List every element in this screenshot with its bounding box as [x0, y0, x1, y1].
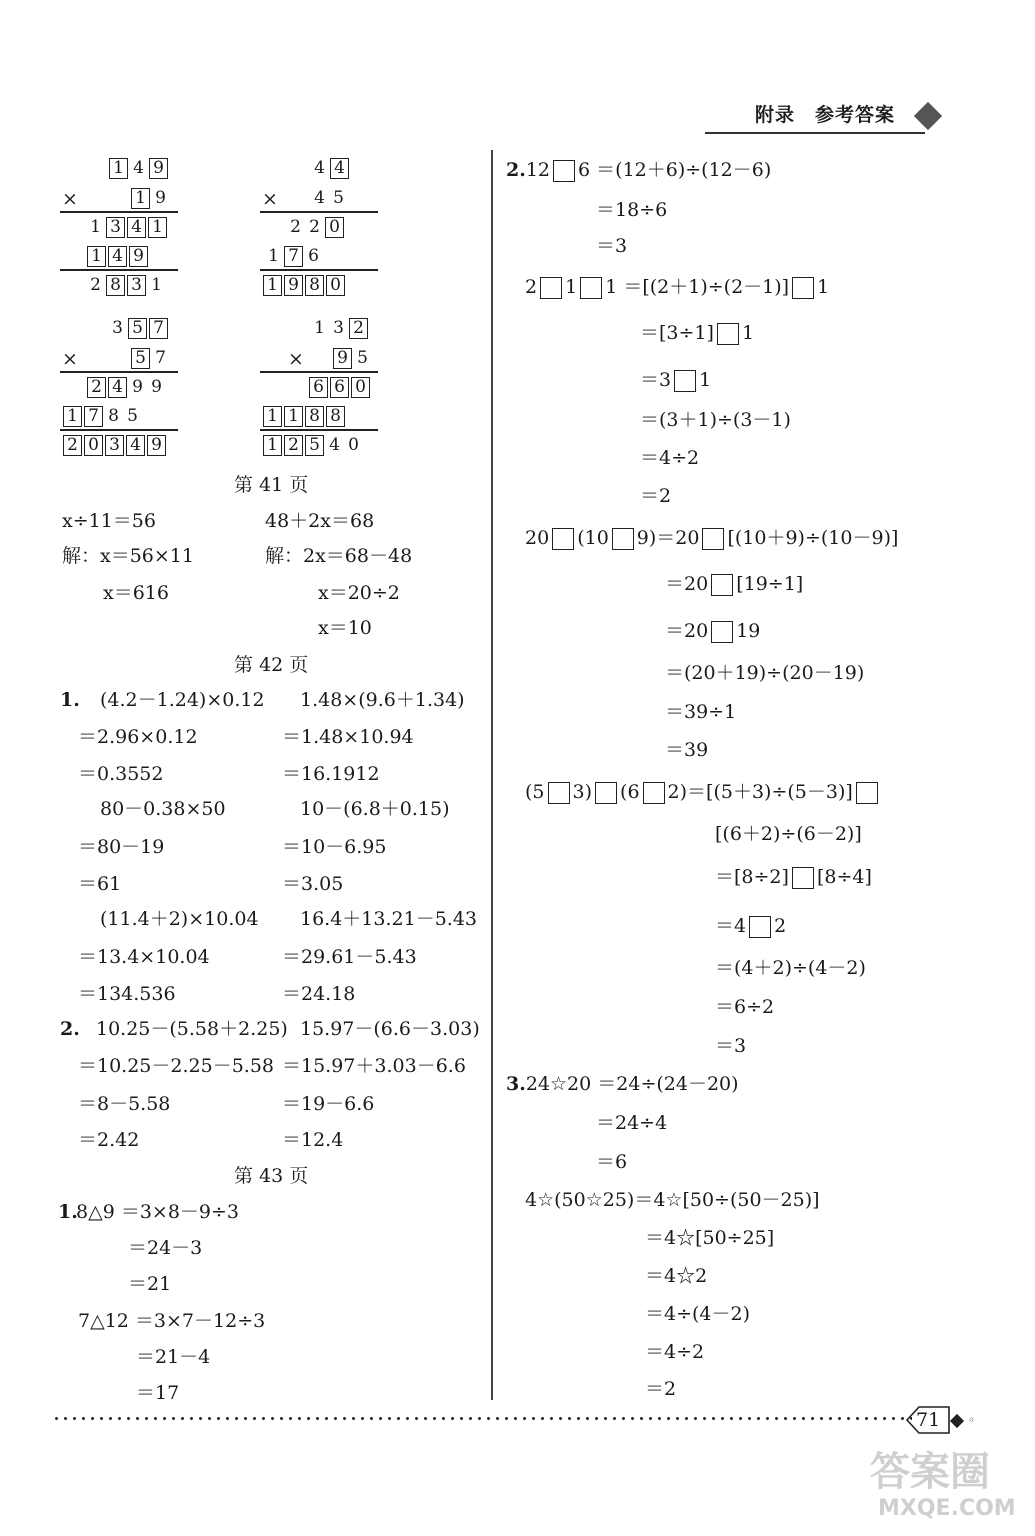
- operator-box: [717, 323, 739, 345]
- q3-line: ＝6: [596, 1151, 628, 1173]
- p42-line: ＝2.42: [78, 1129, 140, 1151]
- digit-box: 3: [112, 318, 123, 338]
- q3-line: ＝4☆2: [645, 1265, 708, 1287]
- q2-line: ＝39: [665, 739, 709, 761]
- digit-box: 0: [351, 377, 370, 398]
- calc-rule: [260, 371, 378, 373]
- digit-box: 2: [290, 217, 301, 237]
- q2-line: 20 (10 9)＝20 [(10＋9)÷(10－9)]: [525, 527, 899, 549]
- p42-line: ＝0.3552: [78, 763, 164, 785]
- digit-box: 4: [329, 435, 340, 455]
- p42-line: ＝2.96×0.12: [78, 726, 198, 748]
- digit-box: 9: [132, 377, 143, 397]
- q2-line: ＝(20＋19)÷(20－19): [665, 662, 865, 684]
- operator-box: [553, 160, 575, 182]
- digit-box: 7: [84, 406, 103, 427]
- digit-box: 1: [63, 406, 82, 427]
- digit-box: 1: [109, 158, 128, 179]
- item-number: 1.: [58, 1201, 78, 1223]
- operator-box: [595, 782, 617, 804]
- p42-line: 16.4＋13.21－5.43: [300, 908, 478, 930]
- q3-line: 4☆(50☆25)＝4☆[50÷(50－25)]: [525, 1189, 820, 1211]
- p43-line: ＝17: [136, 1382, 180, 1404]
- operator-box: [856, 782, 878, 804]
- digit-box: 3: [127, 275, 146, 296]
- q3-line: ＝4÷(4－2): [645, 1303, 751, 1325]
- digit-box: 3: [333, 318, 344, 338]
- digit-box: 1: [90, 217, 101, 237]
- times-sign: ×: [62, 188, 78, 210]
- section-title-p41: 第 41 页: [234, 474, 309, 496]
- calc-rule: [60, 269, 178, 271]
- digit-box: 1: [263, 275, 282, 296]
- digit-box: 4: [314, 158, 325, 178]
- q3-line: ＝24÷4: [596, 1112, 668, 1134]
- p41-line: x＝10: [318, 617, 372, 639]
- operator-box: [580, 277, 602, 299]
- p42-line: ＝12.4: [282, 1129, 344, 1151]
- digit-box: 4: [108, 246, 127, 267]
- digit-box: 2: [284, 435, 303, 456]
- p42-line: ＝10.25－2.25－5.58: [78, 1055, 275, 1077]
- digit-box: 9: [151, 377, 162, 397]
- footer-dot-icon: ◦: [968, 1413, 976, 1427]
- digit-box: 5: [128, 318, 147, 339]
- digit-box: 8: [305, 275, 324, 296]
- p41-line: x＝616: [103, 582, 169, 604]
- operator-box: [792, 867, 814, 889]
- digit-box: 6: [308, 246, 319, 266]
- digit-box: 0: [326, 275, 345, 296]
- q2-line: ＝20 [19÷1]: [665, 573, 804, 595]
- digit-box: 1: [148, 217, 167, 238]
- q3-line: ＝2: [645, 1378, 677, 1400]
- operator-box: [674, 370, 696, 392]
- page-number: 71: [916, 1409, 941, 1431]
- digit-box: 4: [108, 377, 127, 398]
- p42-line: (11.4＋2)×10.04: [100, 908, 259, 930]
- operator-box: [643, 782, 665, 804]
- q2-line: 2.12 6 ＝(12＋6)÷(12－6): [506, 159, 772, 181]
- digit-box: 1: [314, 318, 325, 338]
- p42-line: ＝15.97＋3.03－6.6: [282, 1055, 466, 1077]
- digit-box: 9: [333, 348, 352, 369]
- q2-line: ＝6÷2: [715, 996, 775, 1018]
- section-title-p43: 第 43 页: [234, 1165, 309, 1187]
- p42-line: 80－0.38×50: [100, 798, 226, 820]
- digit-box: 8: [305, 406, 324, 427]
- digit-box: 2: [87, 377, 106, 398]
- p42-line: ＝10－6.95: [282, 836, 387, 858]
- q2-line: ＝3: [715, 1035, 747, 1057]
- q2-line: ＝[8÷2] [8÷4]: [715, 866, 872, 888]
- q2-line: ＝(3＋1)÷(3－1): [640, 409, 791, 431]
- p43-line: ＝21－4: [136, 1346, 211, 1368]
- watermark-logo: 答案圈: [870, 1449, 990, 1495]
- digit-box: 5: [305, 435, 324, 456]
- operator-box: [749, 916, 771, 938]
- digit-box: 9: [147, 435, 166, 456]
- digit-box: 2: [309, 217, 320, 237]
- digit-box: 1: [151, 275, 162, 295]
- digit-box: 1: [263, 435, 282, 456]
- p42-line: 15.97－(6.6－3.03): [300, 1018, 480, 1040]
- operator-box: [540, 277, 562, 299]
- p42-line: 10.25－(5.58＋2.25): [96, 1018, 288, 1040]
- q3-line: ＝4☆[50÷25]: [645, 1227, 775, 1249]
- operator-box: [711, 621, 733, 643]
- q2-line: ＝3: [596, 235, 628, 257]
- digit-box: 0: [348, 435, 359, 455]
- p41-line: x÷11＝56: [62, 510, 156, 532]
- digit-box: 2: [349, 318, 368, 339]
- digit-box: 5: [333, 187, 344, 208]
- calc-rule: [60, 371, 178, 373]
- q2-line: ＝(4＋2)÷(4－2): [715, 957, 866, 979]
- header-title: 附录 参考答案: [755, 104, 896, 126]
- digit-box: 1: [131, 188, 150, 209]
- digit-box: 0: [325, 217, 344, 238]
- digit-box: 3: [106, 217, 125, 238]
- digit-box: 5: [357, 348, 368, 368]
- operator-box: [711, 574, 733, 596]
- p42-line: 1.48×(9.6＋1.34): [300, 689, 465, 711]
- calc-rule: [260, 429, 378, 431]
- digit-box: 0: [84, 435, 103, 456]
- digit-box: 4: [127, 217, 146, 238]
- operator-box: [612, 528, 634, 550]
- header-rule: [705, 132, 925, 134]
- p42-line: ＝29.61－5.43: [282, 946, 417, 968]
- q2-line: [(6＋2)÷(6－2)]: [715, 823, 862, 845]
- item-number: 2.: [60, 1018, 80, 1040]
- watermark-url: MXQE.COM: [878, 1496, 1016, 1521]
- p42-line: (4.2－1.24)×0.12: [100, 689, 265, 711]
- q2-line: ＝4 2: [715, 915, 787, 937]
- q2-line: ＝3 1: [640, 369, 712, 391]
- section-title-p42: 第 42 页: [234, 654, 309, 676]
- p42-line: ＝1.48×10.94: [282, 726, 414, 748]
- p43-line: ＝24－3: [128, 1237, 203, 1259]
- p42-line: ＝19－6.6: [282, 1093, 375, 1115]
- digit-box: 5: [127, 406, 138, 426]
- digit-box: 2: [90, 275, 101, 295]
- p42-line: ＝13.4×10.04: [78, 946, 210, 968]
- dotted-footer-line: [52, 1417, 912, 1420]
- p41-line: 解：x＝56×11: [62, 545, 194, 567]
- digit-box: 8: [108, 406, 119, 426]
- diamond-icon: [914, 102, 942, 130]
- item-number: 1.: [60, 689, 80, 711]
- footer-diamond-icon: [950, 1414, 964, 1428]
- q2-line: 2 1 1 ＝[(2＋1)÷(2－1)] 1: [525, 276, 830, 298]
- q2-line: ＝4÷2: [640, 447, 700, 469]
- p42-line: ＝134.536: [78, 983, 176, 1005]
- digit-box: 1: [284, 406, 303, 427]
- q2-line: ＝[3÷1] 1: [640, 322, 755, 344]
- digit-box: 1: [268, 246, 279, 266]
- p42-line: ＝80－19: [78, 836, 165, 858]
- digit-box: 6: [330, 377, 349, 398]
- digit-box: 7: [149, 318, 168, 339]
- digit-box: 6: [309, 377, 328, 398]
- q3-line: ＝4÷2: [645, 1341, 705, 1363]
- digit-box: 9: [129, 246, 148, 267]
- operator-box: [552, 528, 574, 550]
- q2-line: (5 3) (6 2)＝[(5＋3)÷(5－3)]: [525, 782, 881, 804]
- p42-line: 10－(6.8＋0.15): [300, 798, 450, 820]
- column-divider: [491, 150, 493, 1400]
- digit-box: 4: [126, 435, 145, 456]
- digit-box: 9: [149, 158, 168, 179]
- q3-line: 3.24☆20 ＝24÷(24－20): [506, 1073, 739, 1095]
- p42-line: ＝61: [78, 873, 122, 895]
- digit-box: 9: [284, 275, 303, 296]
- p42-line: ＝3.05: [282, 873, 344, 895]
- q2-line: ＝20 19: [665, 620, 761, 642]
- p43-line: ＝21: [128, 1273, 172, 1295]
- digit-box: 2: [63, 435, 82, 456]
- p41-line: 解：2x＝68－48: [265, 545, 413, 567]
- operator-box: [792, 277, 814, 299]
- p41-line: 48＋2x＝68: [265, 510, 375, 532]
- p42-line: ＝24.18: [282, 983, 356, 1005]
- digit-box: 7: [284, 246, 303, 267]
- digit-box: 4: [133, 158, 144, 178]
- q2-line: ＝18÷6: [596, 199, 668, 221]
- operator-box: [702, 528, 724, 550]
- digit-box: 3: [105, 435, 124, 456]
- digit-box: 1: [263, 406, 282, 427]
- digit-box: 8: [326, 406, 345, 427]
- calc-rule: [260, 211, 378, 213]
- calc-rule: [60, 211, 178, 213]
- digit-box: 8: [106, 275, 125, 296]
- p41-line: x＝20÷2: [318, 582, 400, 604]
- p42-line: ＝8－5.58: [78, 1093, 171, 1115]
- digit-box: 4: [330, 158, 349, 179]
- calc-rule: [60, 429, 178, 431]
- q2-line: ＝39÷1: [665, 701, 737, 723]
- digit-box: 5: [131, 348, 150, 369]
- calc-rule: [260, 269, 378, 271]
- digit-box: 4: [314, 187, 325, 208]
- p42-line: ＝16.1912: [282, 763, 380, 785]
- digit-box: 9: [155, 188, 166, 208]
- p43-line: 7△12 ＝3×7－12÷3: [78, 1310, 266, 1332]
- digit-box: 1: [87, 246, 106, 267]
- p43-line: 8△9 ＝3×8－9÷3: [76, 1201, 240, 1223]
- operator-box: [548, 782, 570, 804]
- digit-box: 7: [155, 348, 166, 368]
- q2-line: ＝2: [640, 485, 672, 507]
